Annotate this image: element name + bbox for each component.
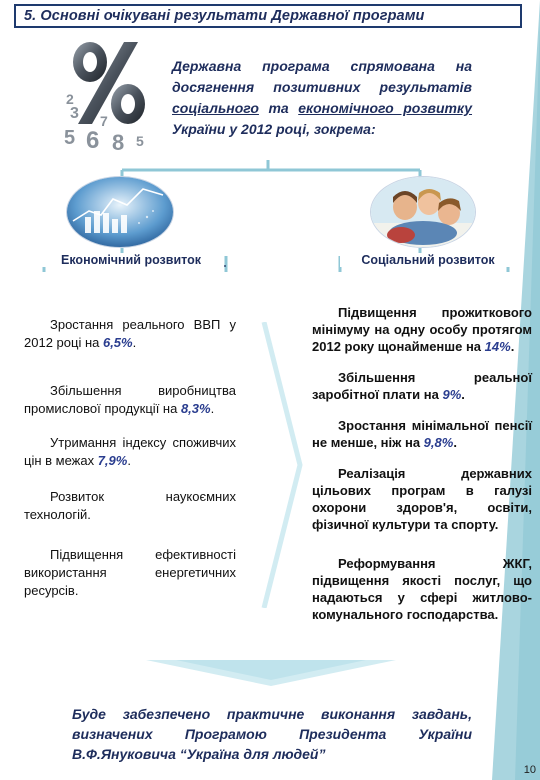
page-number: 10 bbox=[523, 764, 536, 776]
item-value: 8,3% bbox=[180, 401, 211, 416]
item-value: 14% bbox=[484, 339, 511, 354]
intro-social-link: соціального bbox=[172, 100, 259, 116]
item-text: Реалізація державних цільових програм в галузі охорони здоров'я, освіти, фізичної культури та спорту. bbox=[312, 466, 532, 532]
intro-paragraph bbox=[172, 56, 472, 140]
list-item bbox=[312, 555, 532, 623]
item-value: 9,8% bbox=[423, 435, 454, 450]
item-tail: . bbox=[461, 387, 465, 402]
item-value: 6,5% bbox=[102, 335, 133, 350]
item-text: Зростання мінімальної пенсії не менше, ніж на bbox=[312, 418, 532, 450]
item-tail: . bbox=[132, 335, 137, 350]
item-tail: . bbox=[453, 435, 457, 450]
chevron-down-icon bbox=[146, 658, 396, 688]
family-photo-icon bbox=[371, 177, 475, 247]
item-text: Зростання реального ВВП у 2012 році на bbox=[24, 317, 236, 350]
economic-category-label: Економічний розвиток bbox=[38, 253, 224, 267]
page-title: 5. Основні очікувані результати Державної програми bbox=[24, 8, 425, 24]
item-text: Підвищення ефективності використання енергетичних ресурсів. bbox=[24, 547, 236, 598]
percent-sign-icon bbox=[62, 38, 160, 156]
item-value: 7,9% bbox=[97, 453, 128, 468]
svg-text:5: 5 bbox=[64, 127, 76, 149]
list-item bbox=[24, 434, 236, 470]
growth-bar-chart-icon bbox=[67, 177, 173, 247]
family-image bbox=[370, 176, 476, 248]
section-header bbox=[14, 4, 522, 28]
item-text: Розвиток наукоємних технологій. bbox=[24, 489, 236, 522]
item-text: Підвищення прожиткового мінімуму на одну особу протягом 2012 року щонайменше на bbox=[312, 305, 532, 354]
list-item bbox=[312, 369, 532, 403]
list-item bbox=[24, 488, 236, 524]
item-tail: . bbox=[510, 339, 515, 354]
svg-text:7: 7 bbox=[100, 113, 108, 129]
item-text: Збільшення виробництва промислової продукції на bbox=[24, 383, 236, 416]
list-item bbox=[312, 465, 532, 533]
item-value: 9% bbox=[442, 387, 462, 402]
list-item bbox=[24, 546, 236, 600]
item-tail: . bbox=[210, 401, 215, 416]
chevron-right-icon bbox=[256, 322, 306, 608]
svg-text:2: 2 bbox=[66, 91, 74, 107]
intro-text-3: України у 2012 році, зокрема: bbox=[172, 121, 376, 137]
list-item bbox=[312, 417, 532, 451]
conclusion-text: Буде забезпечено практичне виконання завдань, визначених Програмою Президента України В.Ф.Януковича “Україна для людей” bbox=[72, 706, 472, 762]
list-item bbox=[24, 316, 236, 352]
list-item bbox=[24, 382, 236, 418]
economic-growth-image bbox=[66, 176, 174, 248]
intro-text-1: Державна програма спрямована на досягнення позитивних результатів bbox=[172, 58, 472, 95]
social-category-label: Соціальний розвиток bbox=[340, 253, 516, 267]
economic-items-list bbox=[24, 316, 236, 600]
intro-text-2: та bbox=[258, 100, 299, 116]
svg-text:3: 3 bbox=[70, 105, 79, 122]
item-text: Збільшення реальної заробітної плати на bbox=[312, 370, 532, 402]
intro-economic-link: економічного розвитку bbox=[298, 100, 473, 116]
list-item bbox=[312, 304, 532, 355]
item-text: Утримання індексу споживчих цін в межах bbox=[24, 435, 236, 468]
svg-text:6: 6 bbox=[86, 127, 100, 154]
svg-text:5: 5 bbox=[136, 133, 144, 149]
item-tail: . bbox=[127, 453, 131, 468]
item-text: Реформування ЖКГ, підвищення якості послуг, що надаються у сфері житлово-комунального господарства. bbox=[312, 556, 532, 622]
svg-text:8: 8 bbox=[112, 130, 125, 155]
social-items-list bbox=[312, 304, 532, 637]
